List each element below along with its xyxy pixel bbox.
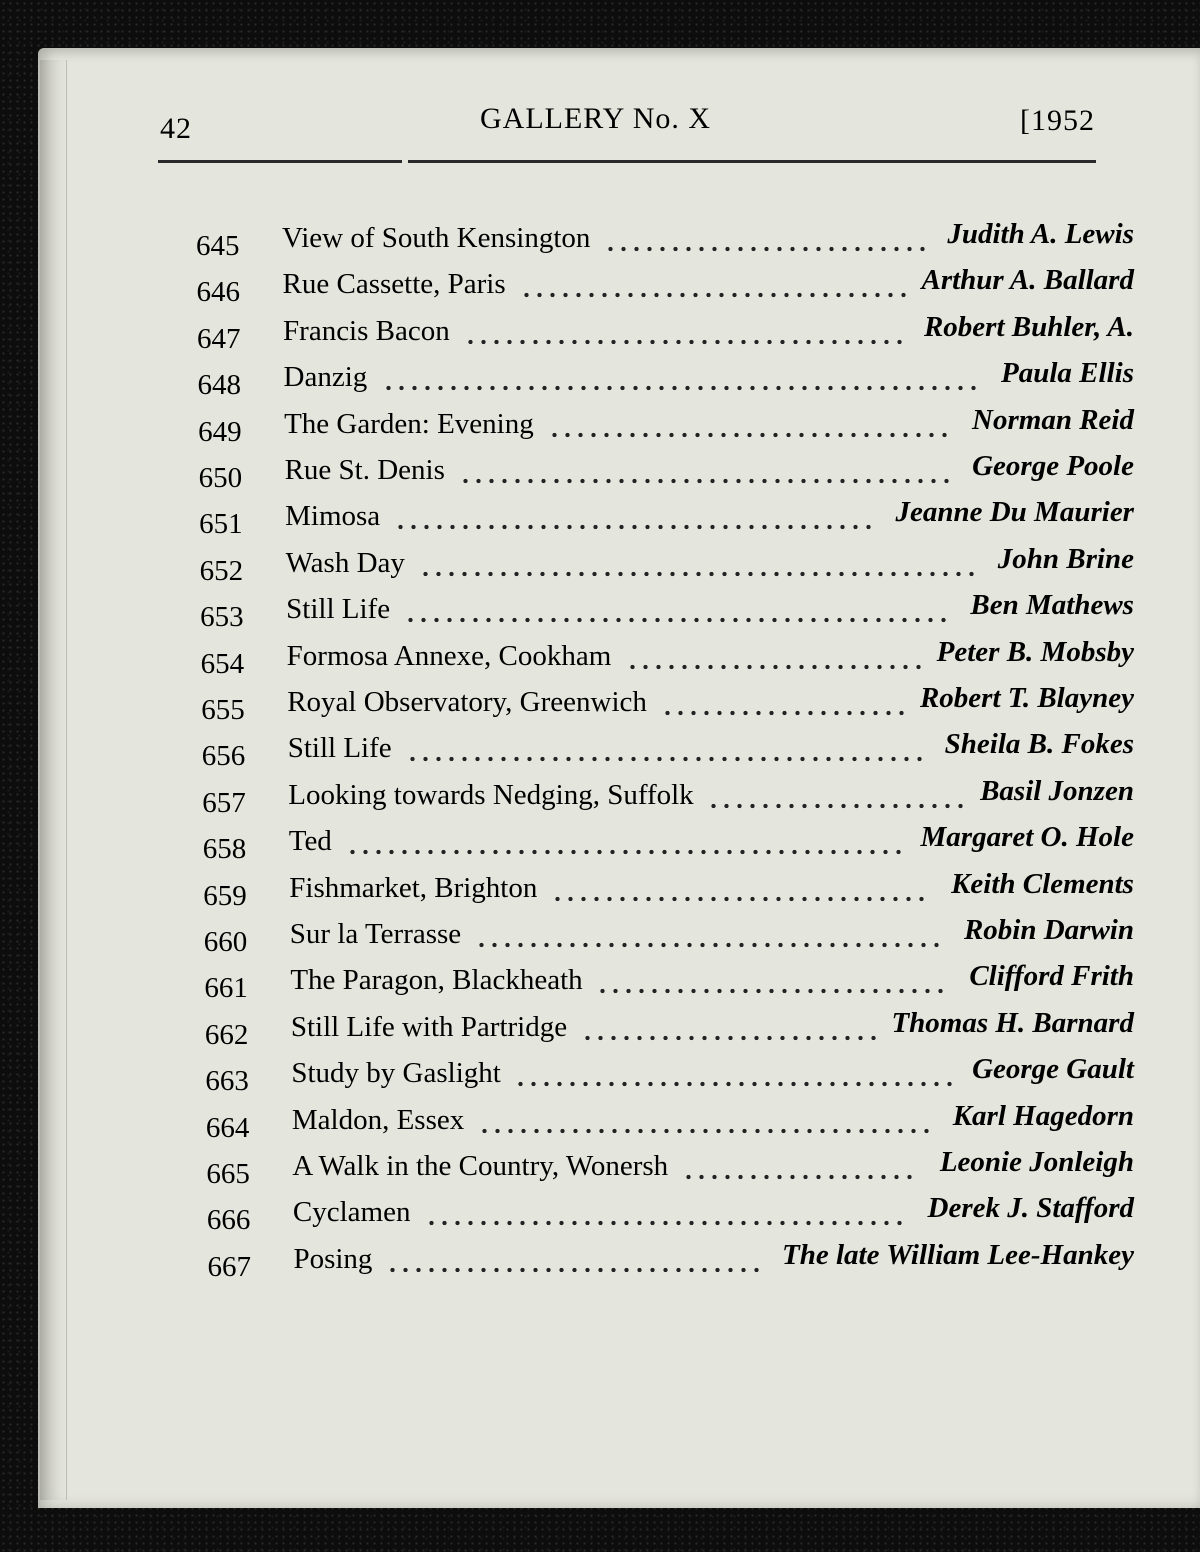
- entry-title: Wash Day: [285, 546, 405, 579]
- entry-artist: John Brine: [997, 542, 1134, 575]
- entry-number: 645: [196, 230, 240, 262]
- entry-title: Looking towards Nedging, Suffolk: [288, 778, 694, 811]
- dot-leader: [548, 408, 951, 444]
- entry-title: Still Life with Partridge: [290, 1010, 568, 1043]
- entry-number: 651: [199, 508, 243, 541]
- entry-number: 646: [196, 276, 241, 309]
- entry-artist: Thomas H. Barnard: [891, 1006, 1134, 1039]
- entry-number: 659: [203, 879, 247, 912]
- entry-title: Cyclamen: [292, 1196, 411, 1229]
- dot-leader: [581, 1011, 880, 1047]
- table-row: [205, 1099, 1134, 1144]
- dot-leader: [520, 268, 910, 304]
- table-row: [200, 589, 1134, 634]
- entry-number: 653: [200, 601, 244, 634]
- table-row: [200, 635, 1134, 680]
- dot-leader: [459, 454, 953, 490]
- entry-number: 652: [199, 554, 244, 587]
- entry-number: 661: [204, 972, 248, 1005]
- table-row: [204, 1006, 1134, 1051]
- entry-artist: Arthur A. Ballard: [921, 264, 1134, 297]
- dot-leader: [419, 547, 978, 583]
- table-row: [207, 1238, 1134, 1283]
- dot-leader: [626, 640, 925, 676]
- table-row: [201, 682, 1134, 726]
- entry-title: Rue Cassette, Paris: [282, 268, 506, 301]
- table-row: [196, 218, 1134, 262]
- entry-title: Still Life: [287, 732, 392, 765]
- entry-number: 650: [198, 462, 243, 494]
- table-row: [206, 1192, 1134, 1237]
- entry-title: Fishmarket, Brighton: [289, 871, 538, 904]
- table-row: [199, 496, 1134, 541]
- entry-number: 665: [206, 1158, 250, 1190]
- table-row: [201, 728, 1134, 773]
- entry-number: 663: [205, 1065, 249, 1098]
- table-row: [205, 1053, 1134, 1098]
- table-row: [206, 1146, 1134, 1190]
- entry-number: 654: [200, 647, 245, 680]
- dot-leader: [425, 1196, 906, 1232]
- entry-title: Rue St. Denis: [284, 454, 445, 486]
- entry-artist: Sheila B. Fokes: [944, 728, 1134, 761]
- entry-number: 662: [204, 1018, 249, 1051]
- table-row: [198, 450, 1134, 494]
- year-label: [1952: [1020, 104, 1095, 137]
- entry-number: 656: [201, 740, 246, 773]
- entry-artist: George Gault: [972, 1053, 1134, 1086]
- dot-leader: [478, 1104, 933, 1140]
- entry-title: A Walk in the Country, Wonersh: [292, 1150, 669, 1182]
- entry-artist: Robert Buhler, A.: [923, 310, 1134, 343]
- dot-leader: [514, 1057, 956, 1093]
- dot-leader: [707, 779, 967, 815]
- entry-artist: Karl Hagedorn: [952, 1099, 1134, 1132]
- page-number: 42: [160, 112, 192, 145]
- entry-title: View of South Kensington: [282, 222, 591, 254]
- dot-leader: [406, 732, 926, 768]
- entry-artist: Peter B. Mobsby: [936, 635, 1134, 668]
- dot-leader: [596, 964, 947, 1000]
- dot-leader: [475, 918, 943, 954]
- dot-leader: [386, 1243, 763, 1279]
- entry-number: 664: [205, 1111, 250, 1144]
- dot-leader: [604, 222, 929, 258]
- entry-title: Study by Gaslight: [291, 1057, 501, 1090]
- entry-number: 655: [201, 694, 245, 726]
- dot-leader: [346, 825, 905, 861]
- entry-title: Danzig: [283, 361, 368, 394]
- entry-number: 666: [206, 1204, 251, 1237]
- entry-artist: Paula Ellis: [1001, 357, 1134, 390]
- table-row: [203, 867, 1134, 912]
- table-row: [197, 310, 1134, 355]
- entry-number: 660: [203, 926, 248, 958]
- entry-title: The Garden: Evening: [284, 407, 534, 440]
- entry-number: 647: [197, 322, 241, 355]
- entry-title: Sur la Terrasse: [289, 918, 462, 950]
- entry-artist: Robert T. Blayney: [919, 682, 1134, 714]
- entry-artist: Keith Clements: [951, 867, 1134, 900]
- entry-artist: Ben Mathews: [970, 589, 1134, 622]
- page-title: GALLERY No. X: [480, 102, 712, 135]
- dot-leader: [404, 593, 950, 629]
- table-row: [202, 821, 1134, 866]
- entry-title: Still Life: [286, 593, 391, 626]
- entry-artist: Derek J. Stafford: [927, 1192, 1134, 1225]
- entry-title: The Paragon, Blackheath: [290, 964, 583, 997]
- entry-artist: Jeanne Du Maurier: [895, 496, 1134, 529]
- entry-title: Ted: [288, 825, 332, 858]
- entry-artist: Judith A. Lewis: [947, 218, 1134, 250]
- dot-leader: [464, 315, 906, 351]
- entry-artist: Basil Jonzen: [980, 774, 1134, 807]
- dot-leader: [682, 1150, 916, 1186]
- entry-title: Posing: [293, 1242, 373, 1275]
- entry-number: 658: [202, 833, 247, 866]
- entry-number: 667: [207, 1250, 251, 1283]
- entry-title: Francis Bacon: [283, 314, 450, 347]
- dot-leader: [382, 361, 980, 397]
- table-row: [204, 960, 1134, 1005]
- entry-artist: The late William Lee-Hankey: [782, 1238, 1134, 1271]
- entry-number: 649: [198, 415, 242, 448]
- table-row: [196, 264, 1134, 309]
- dot-leader: [551, 872, 928, 908]
- entry-title: Mimosa: [285, 500, 381, 533]
- dot-leader: [394, 500, 875, 536]
- entry-artist: George Poole: [972, 450, 1134, 482]
- table-row: [197, 357, 1134, 402]
- entry-number: 657: [202, 786, 246, 819]
- table-row: [199, 542, 1134, 587]
- entry-artist: Robin Darwin: [963, 914, 1134, 946]
- entry-title: Formosa Annexe, Cookham: [286, 639, 612, 672]
- entry-title: Maldon, Essex: [291, 1103, 465, 1136]
- table-row: [203, 914, 1134, 958]
- entry-number: 648: [197, 369, 242, 402]
- table-row: [198, 403, 1134, 448]
- entry-artist: Norman Reid: [972, 403, 1134, 436]
- entry-artist: Margaret O. Hole: [920, 821, 1134, 854]
- entry-artist: Clifford Frith: [969, 960, 1134, 993]
- entry-title: Royal Observatory, Greenwich: [287, 686, 647, 718]
- dot-leader: [661, 686, 908, 722]
- entry-artist: Leonie Jonleigh: [939, 1146, 1134, 1178]
- table-row: [202, 774, 1134, 819]
